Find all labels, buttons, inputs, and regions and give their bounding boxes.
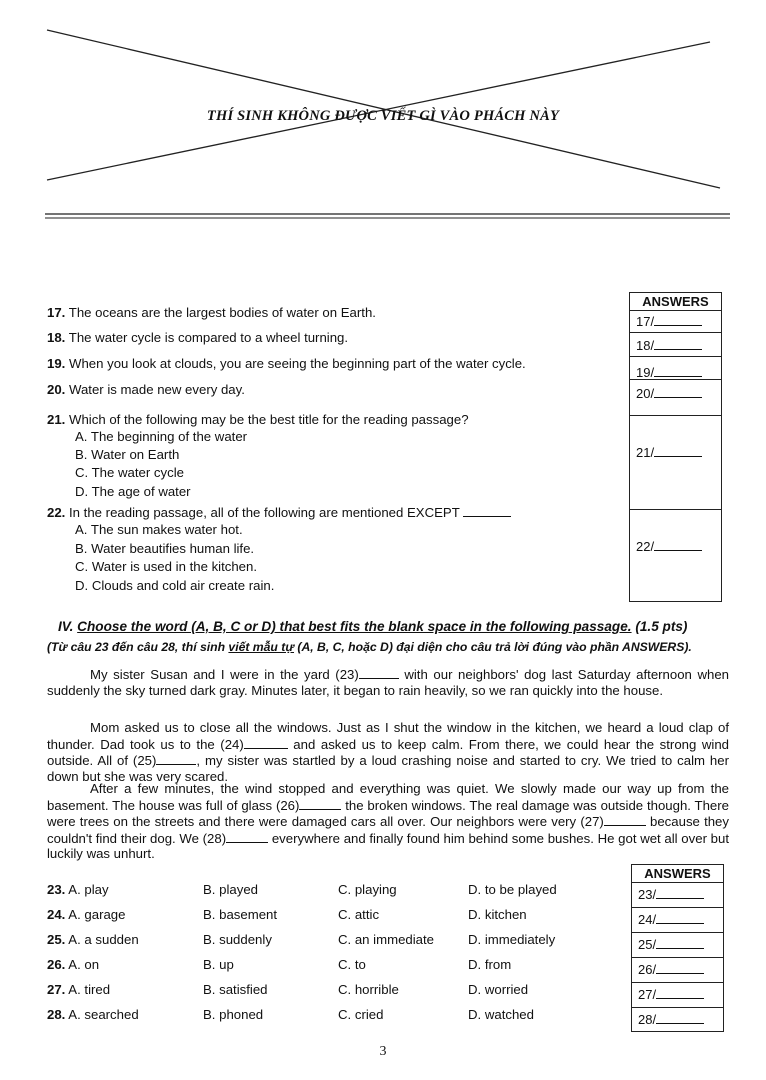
answer-slot-20[interactable]: 20/ [630, 379, 721, 415]
answer-slot-23[interactable]: 23/ [632, 882, 723, 907]
question-22: 22. In the reading passage, all of the following are mentioned EXCEPT [47, 504, 511, 521]
question-19: 19. When you look at clouds, you are seeing the beginning part of the water cycle. [47, 356, 526, 371]
q21-option-b: B. Water on Earth [75, 447, 180, 462]
q21-option-c: C. The water cycle [75, 465, 184, 480]
passage-paragraph-1: My sister Susan and I were in the yard (23) with our neighbors' dog last Saturday afternoon when suddenly the sky turned dark gray. Minutes later, it began to rain heavily, so we ran quickly into the house. [47, 667, 730, 698]
page-number: 3 [379, 1044, 387, 1059]
q22-option-b: B. Water beautifies human life. [75, 541, 255, 556]
q22-option-a: A. The sun makes water hot. [75, 522, 243, 537]
question-18: 18. The water cycle is compared to a wheel turning. [47, 330, 349, 345]
q22-option-d: D. Clouds and cold air create rain. [75, 578, 275, 593]
passage-paragraph-3: After a few minutes, the wind stopped and everything was quiet. We slowly made our way up from the basement. The house was full of glass (26) the broken windows. The real damage was outside though. There were trees on the streets and there were damaged cars all over. Our neighbors were very (27) because they couldn't find their dog. We (28) everywhere and finally found him behind some bushes. He got wet all over but luckily was unhurt. [47, 781, 729, 861]
section-4-instruction: (Từ câu 23 đến câu 28, thí sinh viết mẫu tự (A, B, C, hoặc D) đại diện cho câu trả lời đúng vào phần ANSWERS). [47, 640, 692, 654]
no-write-notice: THÍ SINH KHÔNG ĐƯỢC VIẾT GÌ VÀO PHÁCH NÀY [206, 108, 560, 124]
answer-slot-18[interactable]: 18/ [630, 332, 721, 356]
q21-option-d: D. The age of water [75, 484, 191, 499]
passage-paragraph-2: Mom asked us to close all the windows. Just as I shut the window in the kitchen, we heard a loud clap of thunder. Dad took us to the (24) and asked us to keep calm. From there, we could hear the strong wind outside. All of (25) , my sister was startled by a loud crashing noise and started to cry. We tried to calm her down but she was very scared. [47, 720, 729, 784]
question-17: 17. The oceans are the largest bodies of water on Earth. [47, 305, 376, 320]
answer-slot-28[interactable]: 28/ [632, 1007, 723, 1031]
answers-box-17-22 [629, 292, 722, 602]
answer-slot-21[interactable]: 21/ [630, 415, 721, 509]
answers-box-23-28 [631, 864, 724, 1032]
answer-slot-26[interactable]: 26/ [632, 957, 723, 982]
answer-slot-24[interactable]: 24/ [632, 907, 723, 932]
question-20: 20. Water is made new every day. [47, 382, 245, 397]
answer-slot-17[interactable]: 17/ [630, 310, 721, 332]
question-21: 21. Which of the following may be the best title for the reading passage? [47, 412, 469, 427]
answer-slot-27[interactable]: 27/ [632, 982, 723, 1007]
answer-slot-19[interactable]: 19/ [630, 356, 721, 379]
answer-slot-25[interactable]: 25/ [632, 932, 723, 957]
answer-slot-22[interactable]: 22/ [630, 509, 721, 601]
answers-heading: ANSWERS [642, 294, 709, 309]
q22-option-c: C. Water is used in the kitchen. [75, 559, 258, 574]
q21-option-a: A. The beginning of the water [75, 429, 248, 444]
answers-heading-2: ANSWERS [644, 866, 711, 881]
section-4-title: IV. Choose the word (A, B, C or D) that best fits the blank space in the following passage. (1.5 pts) [58, 619, 688, 634]
